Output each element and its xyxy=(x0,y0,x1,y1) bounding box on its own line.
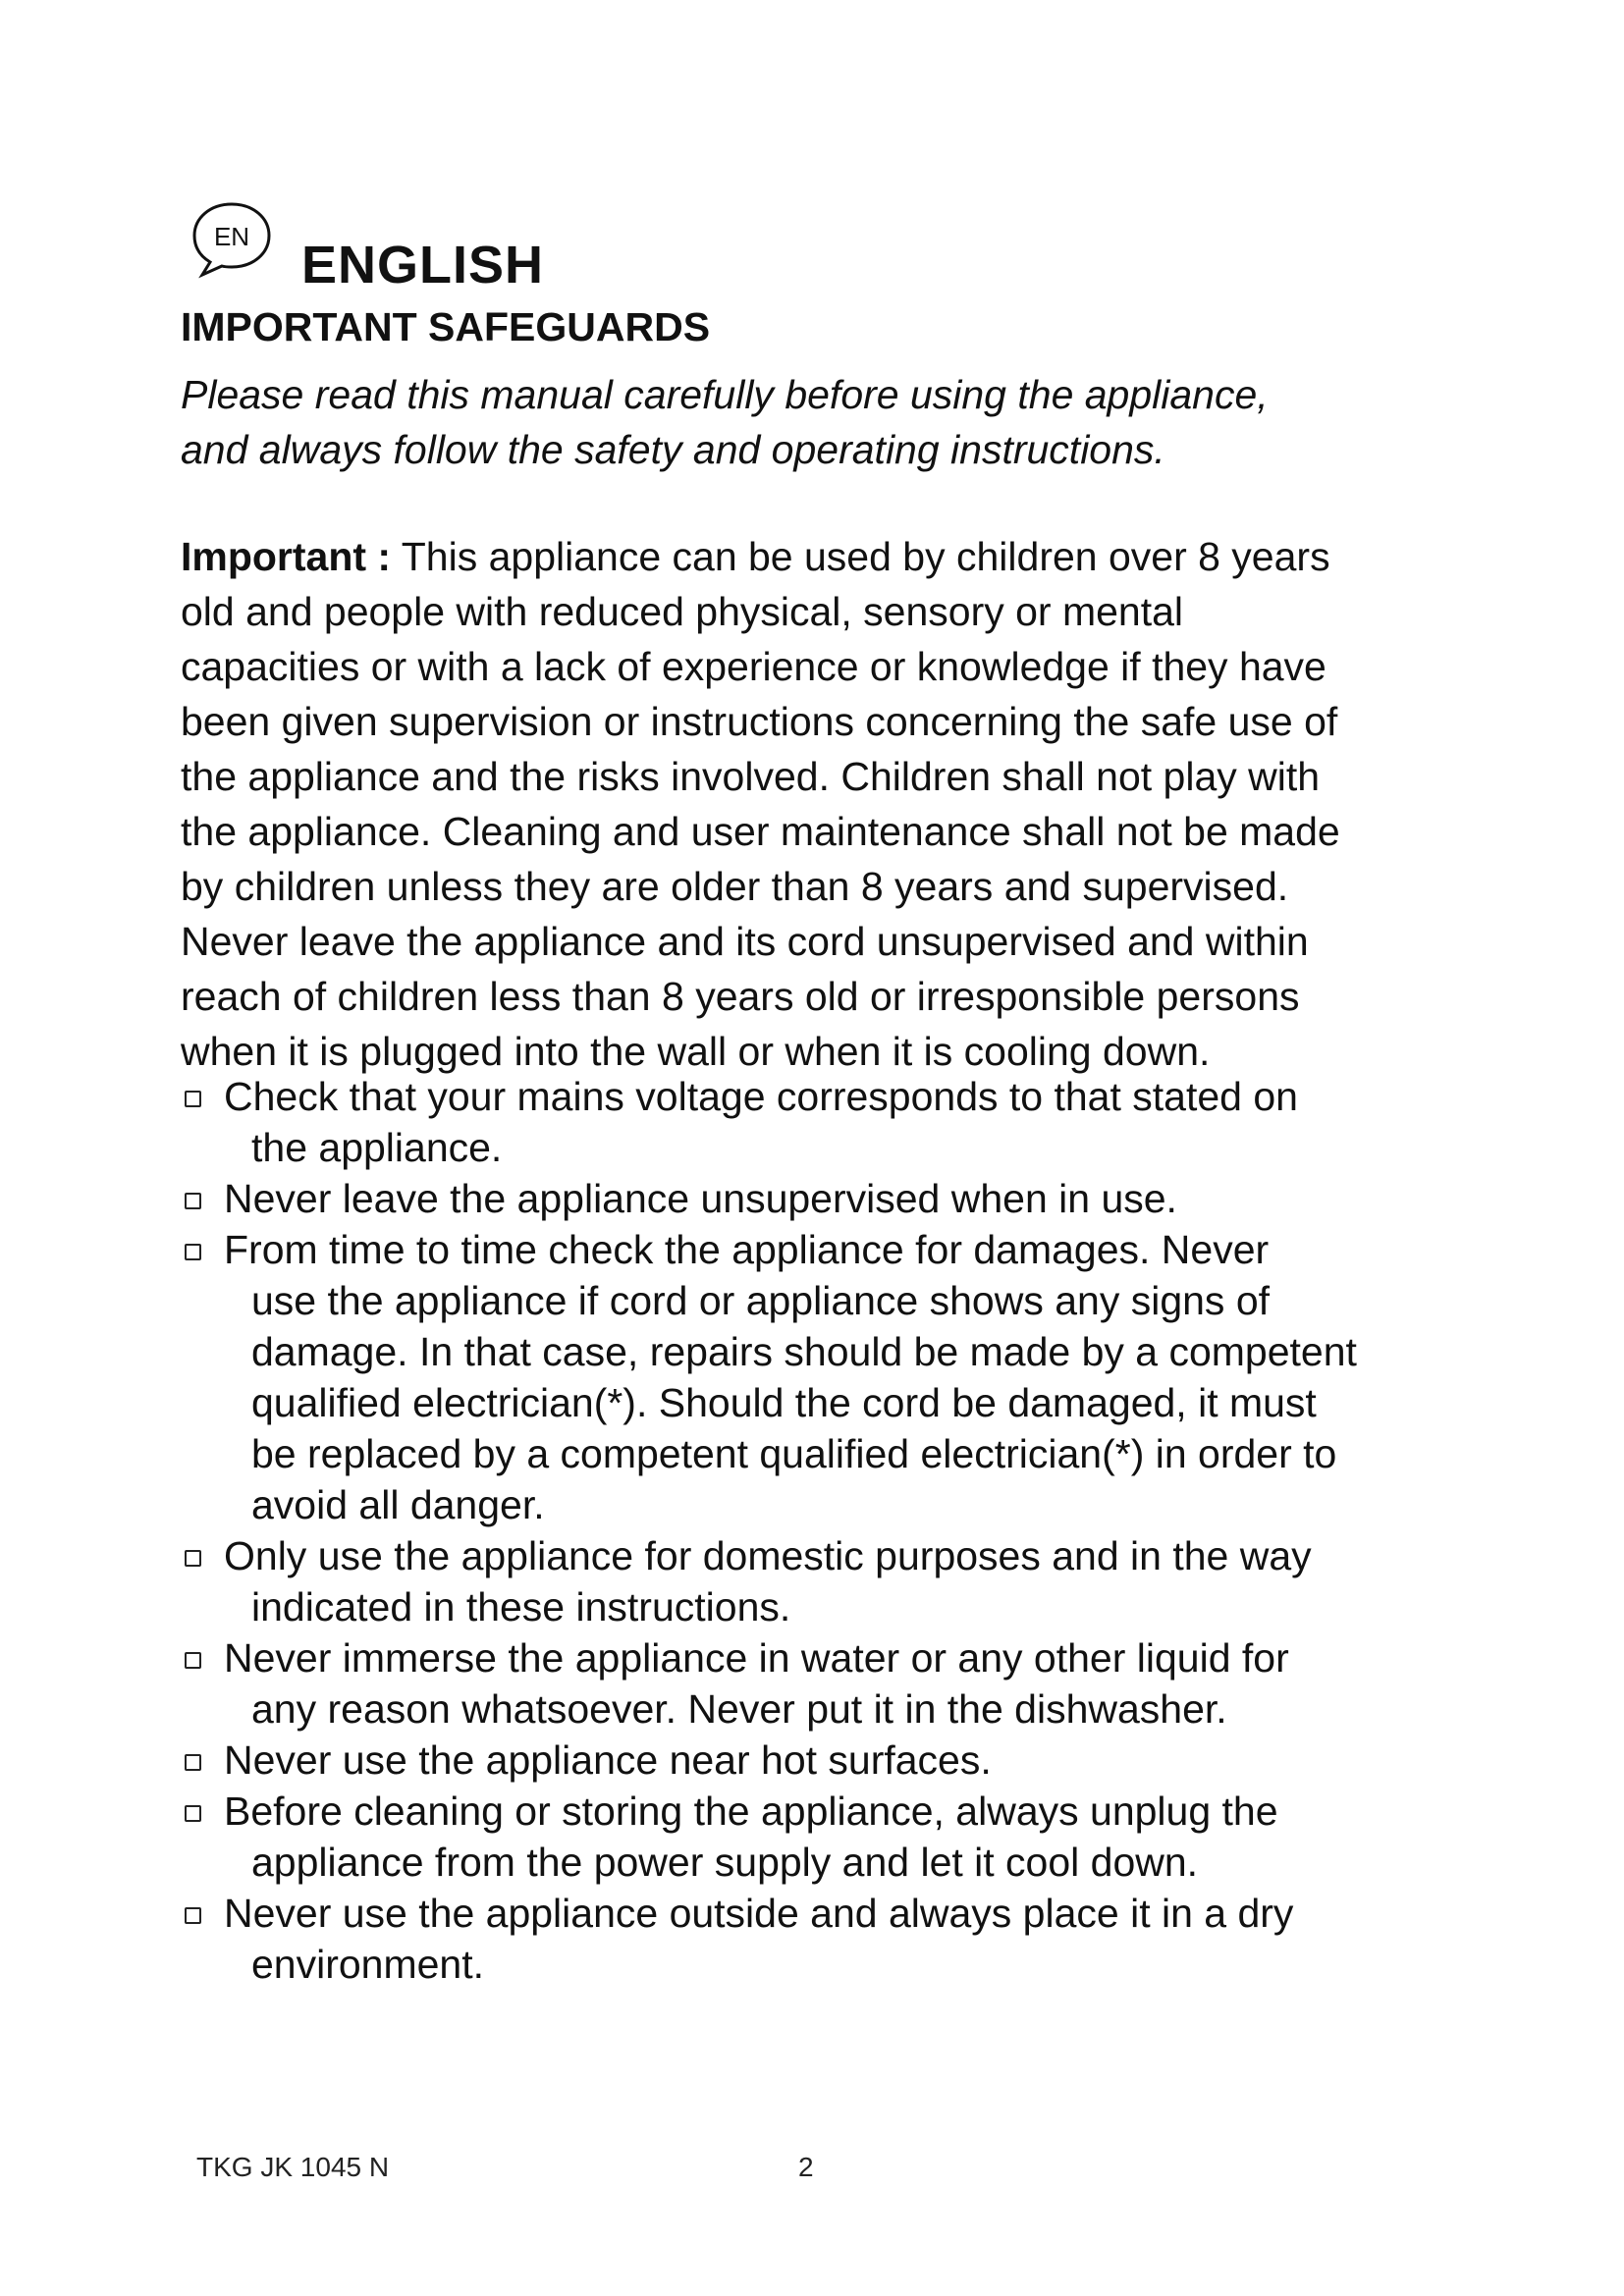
bullet-text-line: indicated in these instructions. xyxy=(251,1584,791,1629)
list-item xyxy=(181,1173,1487,1224)
list-item xyxy=(181,1735,1487,1786)
bullet-text-line: use the appliance if cord or appliance shows any signs of xyxy=(251,1278,1271,1323)
intro-paragraph xyxy=(181,367,1477,477)
important-text-line: capacities or with a lack of experience or knowledge if they have xyxy=(181,644,1326,689)
bullet-text-line: qualified electrician(*). Should the cord be damaged, it must xyxy=(251,1380,1317,1425)
bullet-text-line: Before cleaning or storing the appliance, always unplug the xyxy=(224,1789,1278,1834)
bullet-text-line: Never use the appliance outside and always place it in a dry xyxy=(224,1891,1294,1936)
important-text-line: This appliance can be used by children over 8 years xyxy=(391,534,1330,579)
important-text-line: been given supervision or instructions concerning the safe use of xyxy=(181,699,1338,744)
checkbox-bullet-icon xyxy=(185,1244,201,1260)
safety-bullet-list xyxy=(181,1071,1487,1990)
list-item xyxy=(181,1632,1487,1735)
checkbox-bullet-icon xyxy=(185,1805,201,1822)
bullet-text-line: damage. In that case, repairs should be made by a competent xyxy=(251,1329,1357,1374)
bullet-text-line: avoid all danger. xyxy=(251,1482,545,1527)
bullet-text-line: Never leave the appliance unsupervised when in use. xyxy=(224,1176,1177,1221)
footer-model-number: TKG JK 1045 N xyxy=(196,2152,390,2182)
bullet-text-line: Only use the appliance for domestic purposes and in the way xyxy=(224,1533,1312,1578)
bullet-text-line: From time to time check the appliance for damages. Never xyxy=(224,1227,1270,1272)
speech-bubble-icon xyxy=(189,200,275,281)
checkbox-bullet-icon xyxy=(185,1652,201,1669)
checkbox-bullet-icon xyxy=(185,1550,201,1567)
list-item xyxy=(181,1530,1487,1632)
language-title: ENGLISH xyxy=(301,236,545,294)
important-text-line: the appliance. Cleaning and user maintenance shall not be made xyxy=(181,809,1340,854)
important-text-line: old and people with reduced physical, sensory or mental xyxy=(181,589,1184,634)
important-text-line: when it is plugged into the wall or when it is cooling down. xyxy=(181,1029,1211,1074)
bullet-text-line: the appliance. xyxy=(251,1125,503,1170)
checkbox-bullet-icon xyxy=(185,1907,201,1924)
important-label: Important : xyxy=(181,534,392,579)
important-text-line: Never leave the appliance and its cord unsupervised and within xyxy=(181,919,1309,964)
bullet-text-line: appliance from the power supply and let it cool down. xyxy=(251,1840,1199,1885)
list-item xyxy=(181,1786,1487,1888)
language-header xyxy=(179,194,866,302)
bullet-text-line: environment. xyxy=(251,1942,485,1987)
important-text-line: by children unless they are older than 8 years and supervised. xyxy=(181,864,1289,909)
intro-line: Please read this manual carefully before using the appliance, xyxy=(181,372,1269,417)
page-number: 2 xyxy=(798,2152,814,2182)
language-code-label: EN xyxy=(213,222,250,251)
checkbox-bullet-icon xyxy=(185,1193,201,1209)
important-paragraph xyxy=(181,529,1487,1079)
important-text-line: reach of children less than 8 years old or irresponsible persons xyxy=(181,974,1300,1019)
checkbox-bullet-icon xyxy=(185,1091,201,1107)
important-text-line: the appliance and the risks involved. Children shall not play with xyxy=(181,754,1321,799)
bullet-text-line: any reason whatsoever. Never put it in the dishwasher. xyxy=(251,1686,1227,1732)
checkbox-bullet-icon xyxy=(185,1754,201,1771)
bullet-text-line: Check that your mains voltage corresponds to that stated on xyxy=(224,1074,1298,1119)
bullet-text-line: Never immerse the appliance in water or any other liquid for xyxy=(224,1635,1289,1681)
list-item xyxy=(181,1888,1487,1990)
list-item xyxy=(181,1224,1487,1530)
section-title: IMPORTANT SAFEGUARDS xyxy=(181,304,711,349)
intro-line: and always follow the safety and operating instructions. xyxy=(181,427,1165,472)
bullet-text-line: Never use the appliance near hot surfaces. xyxy=(224,1737,992,1783)
list-item xyxy=(181,1071,1487,1173)
bullet-text-line: be replaced by a competent qualified electrician(*) in order to xyxy=(251,1431,1337,1476)
